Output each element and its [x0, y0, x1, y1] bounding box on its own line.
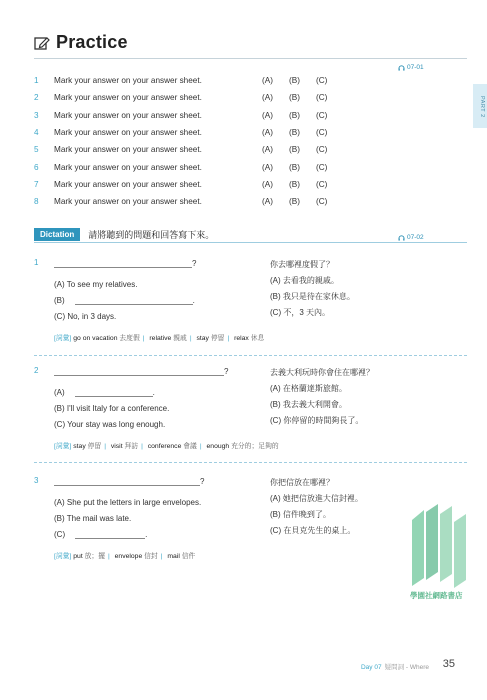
answer-b-zh: (B) 我只是待在家休息。	[270, 292, 355, 301]
practice-row	[34, 124, 364, 141]
headphones-icon	[398, 235, 405, 241]
footer-subtitle: 疑問詞 - Where	[384, 664, 429, 671]
answer-b: (B) The mail was late.	[54, 514, 132, 523]
row-instruction: Mark your answer on your answer sheet.	[54, 162, 202, 172]
option-a: (A)	[262, 93, 273, 103]
practice-row	[34, 193, 364, 210]
question-chinese	[270, 254, 460, 318]
answer-c-zh: (C) 在貝克先生的桌上。	[270, 526, 356, 535]
row-instruction: Mark your answer on your answer sheet.	[54, 110, 202, 120]
option-b: (B)	[289, 128, 300, 138]
answer-b-zh: (B) 信件晚到了。	[270, 510, 331, 519]
row-number: 7	[34, 179, 39, 189]
answer-a: (A) .	[54, 388, 155, 397]
row-number: 2	[34, 93, 39, 103]
question-english: ? (A) She put the letters in large envelopes. (B) The mail was late. (C) .	[54, 476, 244, 539]
row-instruction: Mark your answer on your answer sheet.	[54, 179, 202, 189]
question-blank[interactable]	[54, 477, 200, 486]
dictation-header	[34, 228, 214, 241]
question-number: 2	[34, 366, 39, 375]
option-a: (A)	[262, 145, 273, 155]
row-number: 3	[34, 110, 39, 120]
pencil-note-icon	[34, 35, 50, 51]
practice-row	[34, 72, 364, 89]
option-a: (A)	[262, 179, 273, 189]
answer-b: (B) .	[54, 296, 195, 305]
question-number: 1	[34, 258, 39, 267]
question-english: ? (A) . (B) I'll visit Italy for a conference. (C) Your stay was long enough.	[54, 366, 244, 429]
option-a: (A)	[262, 128, 273, 138]
question-number: 3	[34, 476, 39, 485]
question-divider	[34, 462, 467, 463]
option-b: (B)	[289, 145, 300, 155]
answer-a-blank[interactable]	[75, 388, 153, 397]
option-c: (C)	[316, 179, 328, 189]
question-zh: 去義大利玩時你會住在哪裡？	[270, 368, 374, 377]
row-instruction: Mark your answer on your answer sheet.	[54, 197, 202, 207]
option-a: (A)	[262, 110, 273, 120]
option-c: (C)	[316, 93, 328, 103]
answer-c: (C) .	[54, 530, 148, 539]
dictation-question	[34, 366, 454, 456]
row-number: 8	[34, 197, 39, 207]
practice-list	[34, 72, 364, 210]
page-number: 35	[442, 658, 455, 670]
option-b: (B)	[289, 179, 300, 189]
audio-track-label: 07-01	[398, 64, 424, 71]
answer-a-zh: (A) 去看我的親戚。	[270, 276, 339, 285]
option-b: (B)	[289, 162, 300, 172]
answer-a-zh: (A) 在格蘭達斯旅館。	[270, 384, 347, 393]
row-number: 5	[34, 145, 39, 155]
answer-c-blank[interactable]	[75, 530, 145, 539]
practice-row	[34, 158, 364, 175]
dictation-question	[34, 476, 454, 566]
option-b: (B)	[289, 93, 300, 103]
dictation-badge: Dictation	[34, 228, 80, 241]
option-b: (B)	[289, 110, 300, 120]
row-number: 1	[34, 76, 39, 86]
page-title: Practice	[56, 32, 128, 52]
answer-c: (C) Your stay was long enough.	[54, 420, 166, 429]
header-divider	[34, 58, 467, 59]
practice-row	[34, 176, 364, 193]
practice-row	[34, 107, 364, 124]
row-instruction: Mark your answer on your answer sheet.	[54, 76, 202, 86]
row-instruction: Mark your answer on your answer sheet.	[54, 93, 202, 103]
vocab-line: [詞彙] go on vacation 去度假 | relative 親戚 | stay 停留 | relax 休息	[54, 335, 265, 342]
question-zh: 你把信放在哪裡？	[270, 478, 334, 487]
question-chinese	[270, 362, 460, 426]
option-a: (A)	[262, 162, 273, 172]
question-zh: 你去哪裡度假了？	[270, 260, 334, 269]
practice-row	[34, 89, 364, 106]
answer-b-blank[interactable]	[75, 296, 193, 305]
page-footer	[360, 658, 455, 671]
audio-track-label: 07-02	[398, 234, 424, 241]
option-b: (B)	[289, 76, 300, 86]
answer-c: (C) No, in 3 days.	[54, 312, 117, 321]
bookstore-watermark-logo	[408, 500, 470, 590]
headphones-icon	[398, 65, 405, 71]
practice-row	[34, 141, 364, 158]
side-tab-label: PART 2	[479, 96, 485, 118]
question-blank[interactable]	[54, 259, 192, 268]
answer-b-zh: (B) 我去義大利開會。	[270, 400, 347, 409]
answer-c-zh: (C) 你停留的時間夠長了。	[270, 416, 364, 425]
answer-a: (A) To see my relatives.	[54, 280, 138, 289]
section-header	[34, 32, 128, 53]
question-divider	[34, 355, 467, 356]
option-c: (C)	[316, 128, 328, 138]
answer-a-zh: (A) 她把信放進大信封裡。	[270, 494, 363, 503]
answer-c-zh: (C) 不，3 天內。	[270, 308, 330, 317]
question-blank[interactable]	[54, 367, 224, 376]
option-a: (A)	[262, 76, 273, 86]
vocab-line: [詞彙] put 放；擺 | envelope 信封 | mail 信件	[54, 553, 196, 560]
watermark-text: 學園社網路書店	[410, 591, 463, 600]
option-a: (A)	[262, 197, 273, 207]
option-c: (C)	[316, 162, 328, 172]
row-number: 6	[34, 162, 39, 172]
dictation-instruction: 請將聽到的問題和回答寫下來。	[88, 230, 215, 240]
vocab-line: [詞彙] stay 停留 | visit 拜訪 | conference 會議 | enough 充分的；足夠的	[54, 443, 279, 450]
dictation-divider	[34, 242, 467, 243]
answer-b: (B) I'll visit Italy for a conference.	[54, 404, 170, 413]
question-english: ? (A) To see my relatives. (B) . (C) No, in 3 days.	[54, 258, 244, 321]
option-c: (C)	[316, 76, 328, 86]
option-b: (B)	[289, 197, 300, 207]
option-c: (C)	[316, 110, 328, 120]
dictation-question	[34, 258, 454, 348]
answer-a: (A) She put the letters in large envelopes.	[54, 498, 202, 507]
row-instruction: Mark your answer on your answer sheet.	[54, 145, 202, 155]
option-c: (C)	[316, 145, 328, 155]
option-c: (C)	[316, 197, 328, 207]
row-number: 4	[34, 128, 39, 138]
row-instruction: Mark your answer on your answer sheet.	[54, 128, 202, 138]
footer-day: Day 07	[360, 664, 382, 671]
